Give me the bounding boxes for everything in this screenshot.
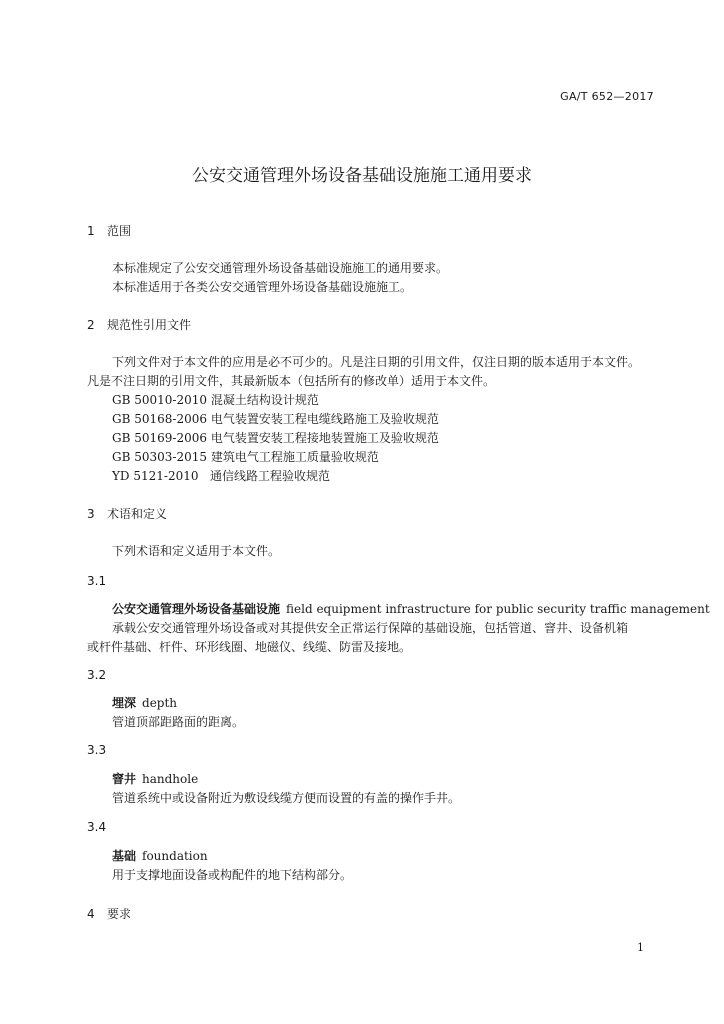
reference-name: 电气装置安装工程接地装置施工及验收规范 (210, 431, 439, 445)
reference-code: GB 50168-2006 (112, 412, 207, 426)
section-number: 2 (87, 318, 95, 332)
term-cn: 公安交通管理外场设备基础设施 (112, 602, 281, 616)
term-en: foundation (142, 849, 208, 863)
term-cn: 窨井 (112, 772, 137, 786)
paragraph: 下列文件对于本文件的应用是必不可少的。凡是注日期的引用文件，仅注日期的版本适用于本文件。 (112, 355, 641, 369)
reference-name: 建筑电气工程施工质量验收规范 (210, 450, 379, 464)
section-2-heading (87, 316, 191, 333)
term-en: depth (142, 696, 178, 710)
reference-code: GB 50303-2015 (112, 450, 207, 464)
section-3-heading (87, 505, 167, 522)
standard-number: GA/T 652—2017 (560, 90, 654, 103)
term-heading (112, 770, 198, 787)
reference-code: YD 5121-2010 (112, 469, 199, 483)
reference-name: 电气装置安装工程电缆线路施工及验收规范 (210, 412, 439, 426)
document-title: 公安交通管理外场设备基础设施施工通用要求 (192, 166, 532, 186)
reference-item (112, 429, 439, 446)
term-number: 3.2 (87, 668, 107, 682)
term-definition: 承载公安交通管理外场设备或对其提供安全正常运行保障的基础设施，包括管道、窨井、设备机箱 (112, 621, 629, 635)
page-number: 1 (637, 941, 644, 954)
reference-item (112, 410, 439, 427)
paragraph: 本标准规定了公安交通管理外场设备基础设施施工的通用要求。 (112, 261, 449, 275)
term-heading (112, 600, 710, 617)
section-4-heading (87, 905, 131, 922)
reference-item (112, 448, 379, 465)
term-definition: 用于支撑地面设备或构配件的地下结构部分。 (112, 868, 353, 882)
term-cn: 基础 (112, 849, 137, 863)
term-number: 3.3 (87, 743, 107, 757)
reference-name: 混凝土结构设计规范 (210, 393, 319, 407)
section-1-heading (87, 222, 131, 239)
reference-name: 通信线路工程验收规范 (209, 469, 330, 483)
term-definition: 或杆件基础、杆件、环形线圈、地磁仪、线缆、防雷及接地。 (87, 640, 412, 654)
section-title: 范围 (107, 224, 132, 238)
paragraph: 下列术语和定义适用于本文件。 (112, 544, 281, 558)
reference-code: GB 50010-2010 (112, 393, 207, 407)
section-title: 规范性引用文件 (107, 318, 192, 332)
reference-item (112, 467, 330, 484)
paragraph: 本标准适用于各类公安交通管理外场设备基础设施施工。 (112, 280, 413, 294)
term-definition: 管道系统中或设备附近为敷设线缆方便而设置的有盖的操作手井。 (112, 791, 461, 805)
reference-code: GB 50169-2006 (112, 431, 207, 445)
paragraph: 凡是不注日期的引用文件，其最新版本（包括所有的修改单）适用于本文件。 (87, 374, 496, 388)
term-number: 3.4 (87, 820, 107, 834)
term-number: 3.1 (87, 574, 107, 588)
reference-item (112, 391, 319, 408)
section-number: 4 (87, 907, 95, 921)
term-cn: 埋深 (112, 696, 137, 710)
section-number: 1 (87, 224, 95, 238)
section-title: 术语和定义 (107, 507, 168, 521)
term-heading (112, 847, 208, 864)
term-en: handhole (142, 772, 199, 786)
term-definition: 管道顶部距路面的距离。 (112, 715, 245, 729)
term-heading (112, 694, 177, 711)
section-title: 要求 (107, 907, 132, 921)
term-en: field equipment infrastructure for public security traffic management (286, 602, 710, 616)
section-number: 3 (87, 507, 95, 521)
